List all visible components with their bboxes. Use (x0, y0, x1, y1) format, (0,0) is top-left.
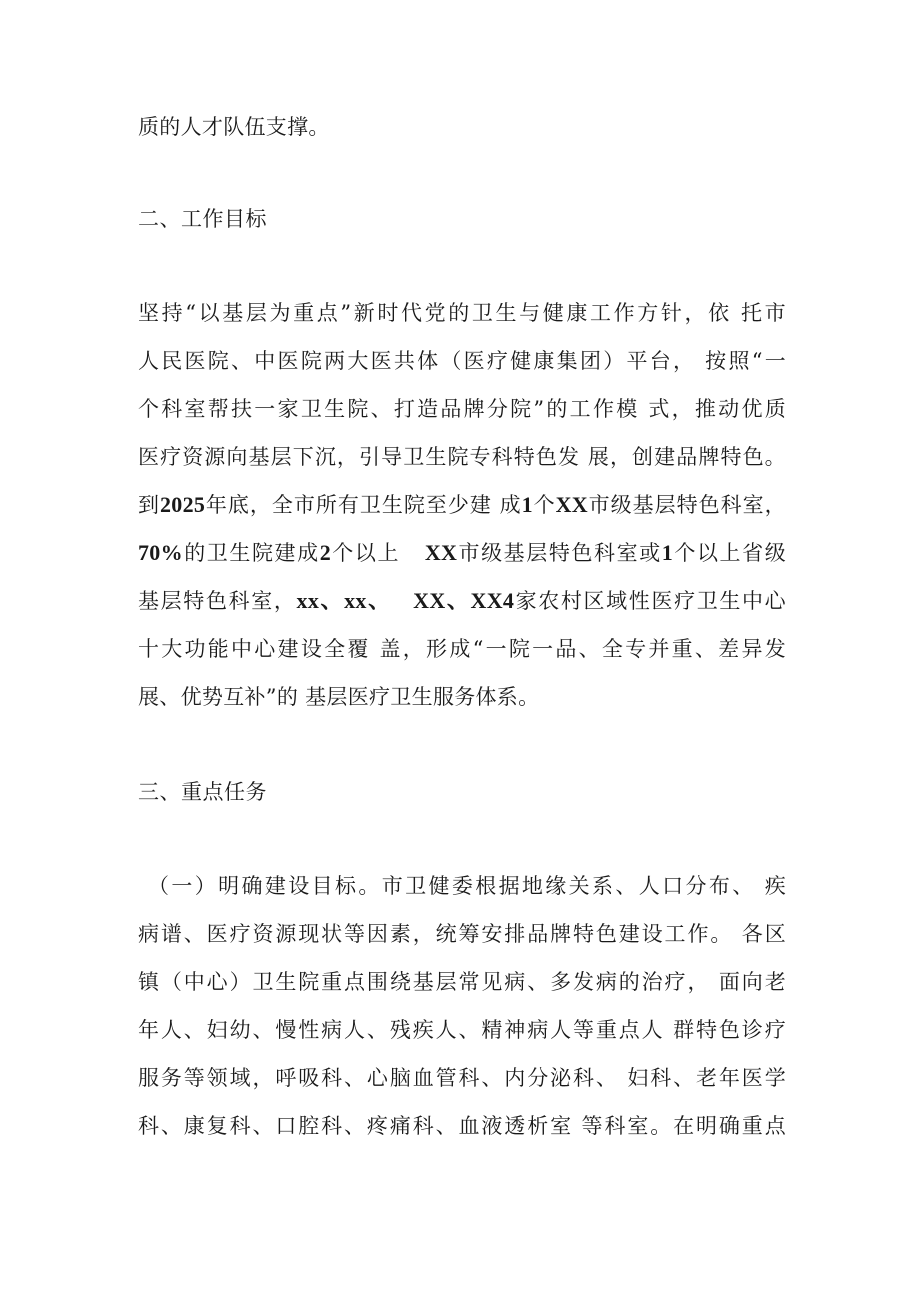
bold-placeholder: XX (555, 492, 588, 517)
text-segment: 个以上省级 (673, 541, 787, 565)
goals-line-8: 十大功能中心建设全覆 盖，形成“一院一品、全专并重、差异发 (138, 637, 786, 661)
bold-placeholder-list: xx、xx、 XX、XX4 (296, 588, 515, 613)
goals-line-6 (138, 538, 786, 568)
text-segment: 基层特色科室， (138, 589, 297, 613)
bold-percent: 70% (138, 540, 183, 565)
goals-line-2: 人民医院、中医院两大医共体（医疗健康集团）平台， 按照“一 (138, 349, 786, 373)
text-segment: 市级基层特色科室， (587, 493, 786, 517)
text-segment: 个以上 (331, 541, 425, 565)
bold-number: 1 (521, 492, 533, 517)
bold-year: 2025 (160, 492, 206, 517)
goals-line-3: 个科室帮扶一家卫生院、打造品牌分院”的工作模 式，推动优质 (138, 397, 786, 421)
text-segment: 年底，全市所有卫生院至少建 成 (205, 493, 522, 517)
text-segment: 个 (532, 493, 556, 517)
bold-number: 2 (319, 540, 332, 565)
section-heading-tasks: 三、重点任务 (138, 780, 267, 804)
text-segment: 到 (138, 493, 160, 517)
bold-number: 1 (661, 540, 674, 565)
section-heading-goals: 二、工作目标 (138, 207, 267, 231)
text-segment: 家农村区域性医疗卫生中心 (514, 589, 786, 613)
tasks-line-4: 年人、妇幼、慢性病人、残疾人、精神病人等重点人 群特色诊疗 (138, 1018, 786, 1042)
goals-line-9: 展、优势互补”的 基层医疗卫生服务体系。 (138, 685, 540, 709)
tasks-line-5: 服务等领域，呼吸科、心脑血管科、内分泌科、 妇科、老年医学 (138, 1066, 786, 1090)
text-segment: 的卫生院建成 (182, 541, 320, 565)
tasks-line-6: 科、康复科、口腔科、疼痛科、血液透析室 等科室。在明确重点 (138, 1114, 786, 1138)
goals-line-1: 坚持“以基层为重点”新时代党的卫生与健康工作方针，依 托市 (138, 301, 786, 325)
bold-placeholder: XX (424, 540, 458, 565)
goals-line-4: 医疗资源向基层下沉，引导卫生院专科特色发 展，创建品牌特色。 (138, 445, 786, 469)
tasks-line-3: 镇（中心）卫生院重点围绕基层常见病、多发病的治疗， 面向老 (138, 970, 786, 994)
tasks-line-2: 病谱、医疗资源现状等因素，统筹安排品牌特色建设工作。 各区 (138, 922, 786, 946)
text-segment: 市级基层特色科室或 (457, 541, 662, 565)
goals-line-7 (138, 586, 786, 616)
intro-tail-line: 质的人才队伍支撑。 (138, 115, 330, 139)
goals-line-5 (138, 490, 786, 520)
tasks-line-1: （一）明确建设目标。市卫健委根据地缘关系、人口分布、 疾 (148, 874, 786, 898)
